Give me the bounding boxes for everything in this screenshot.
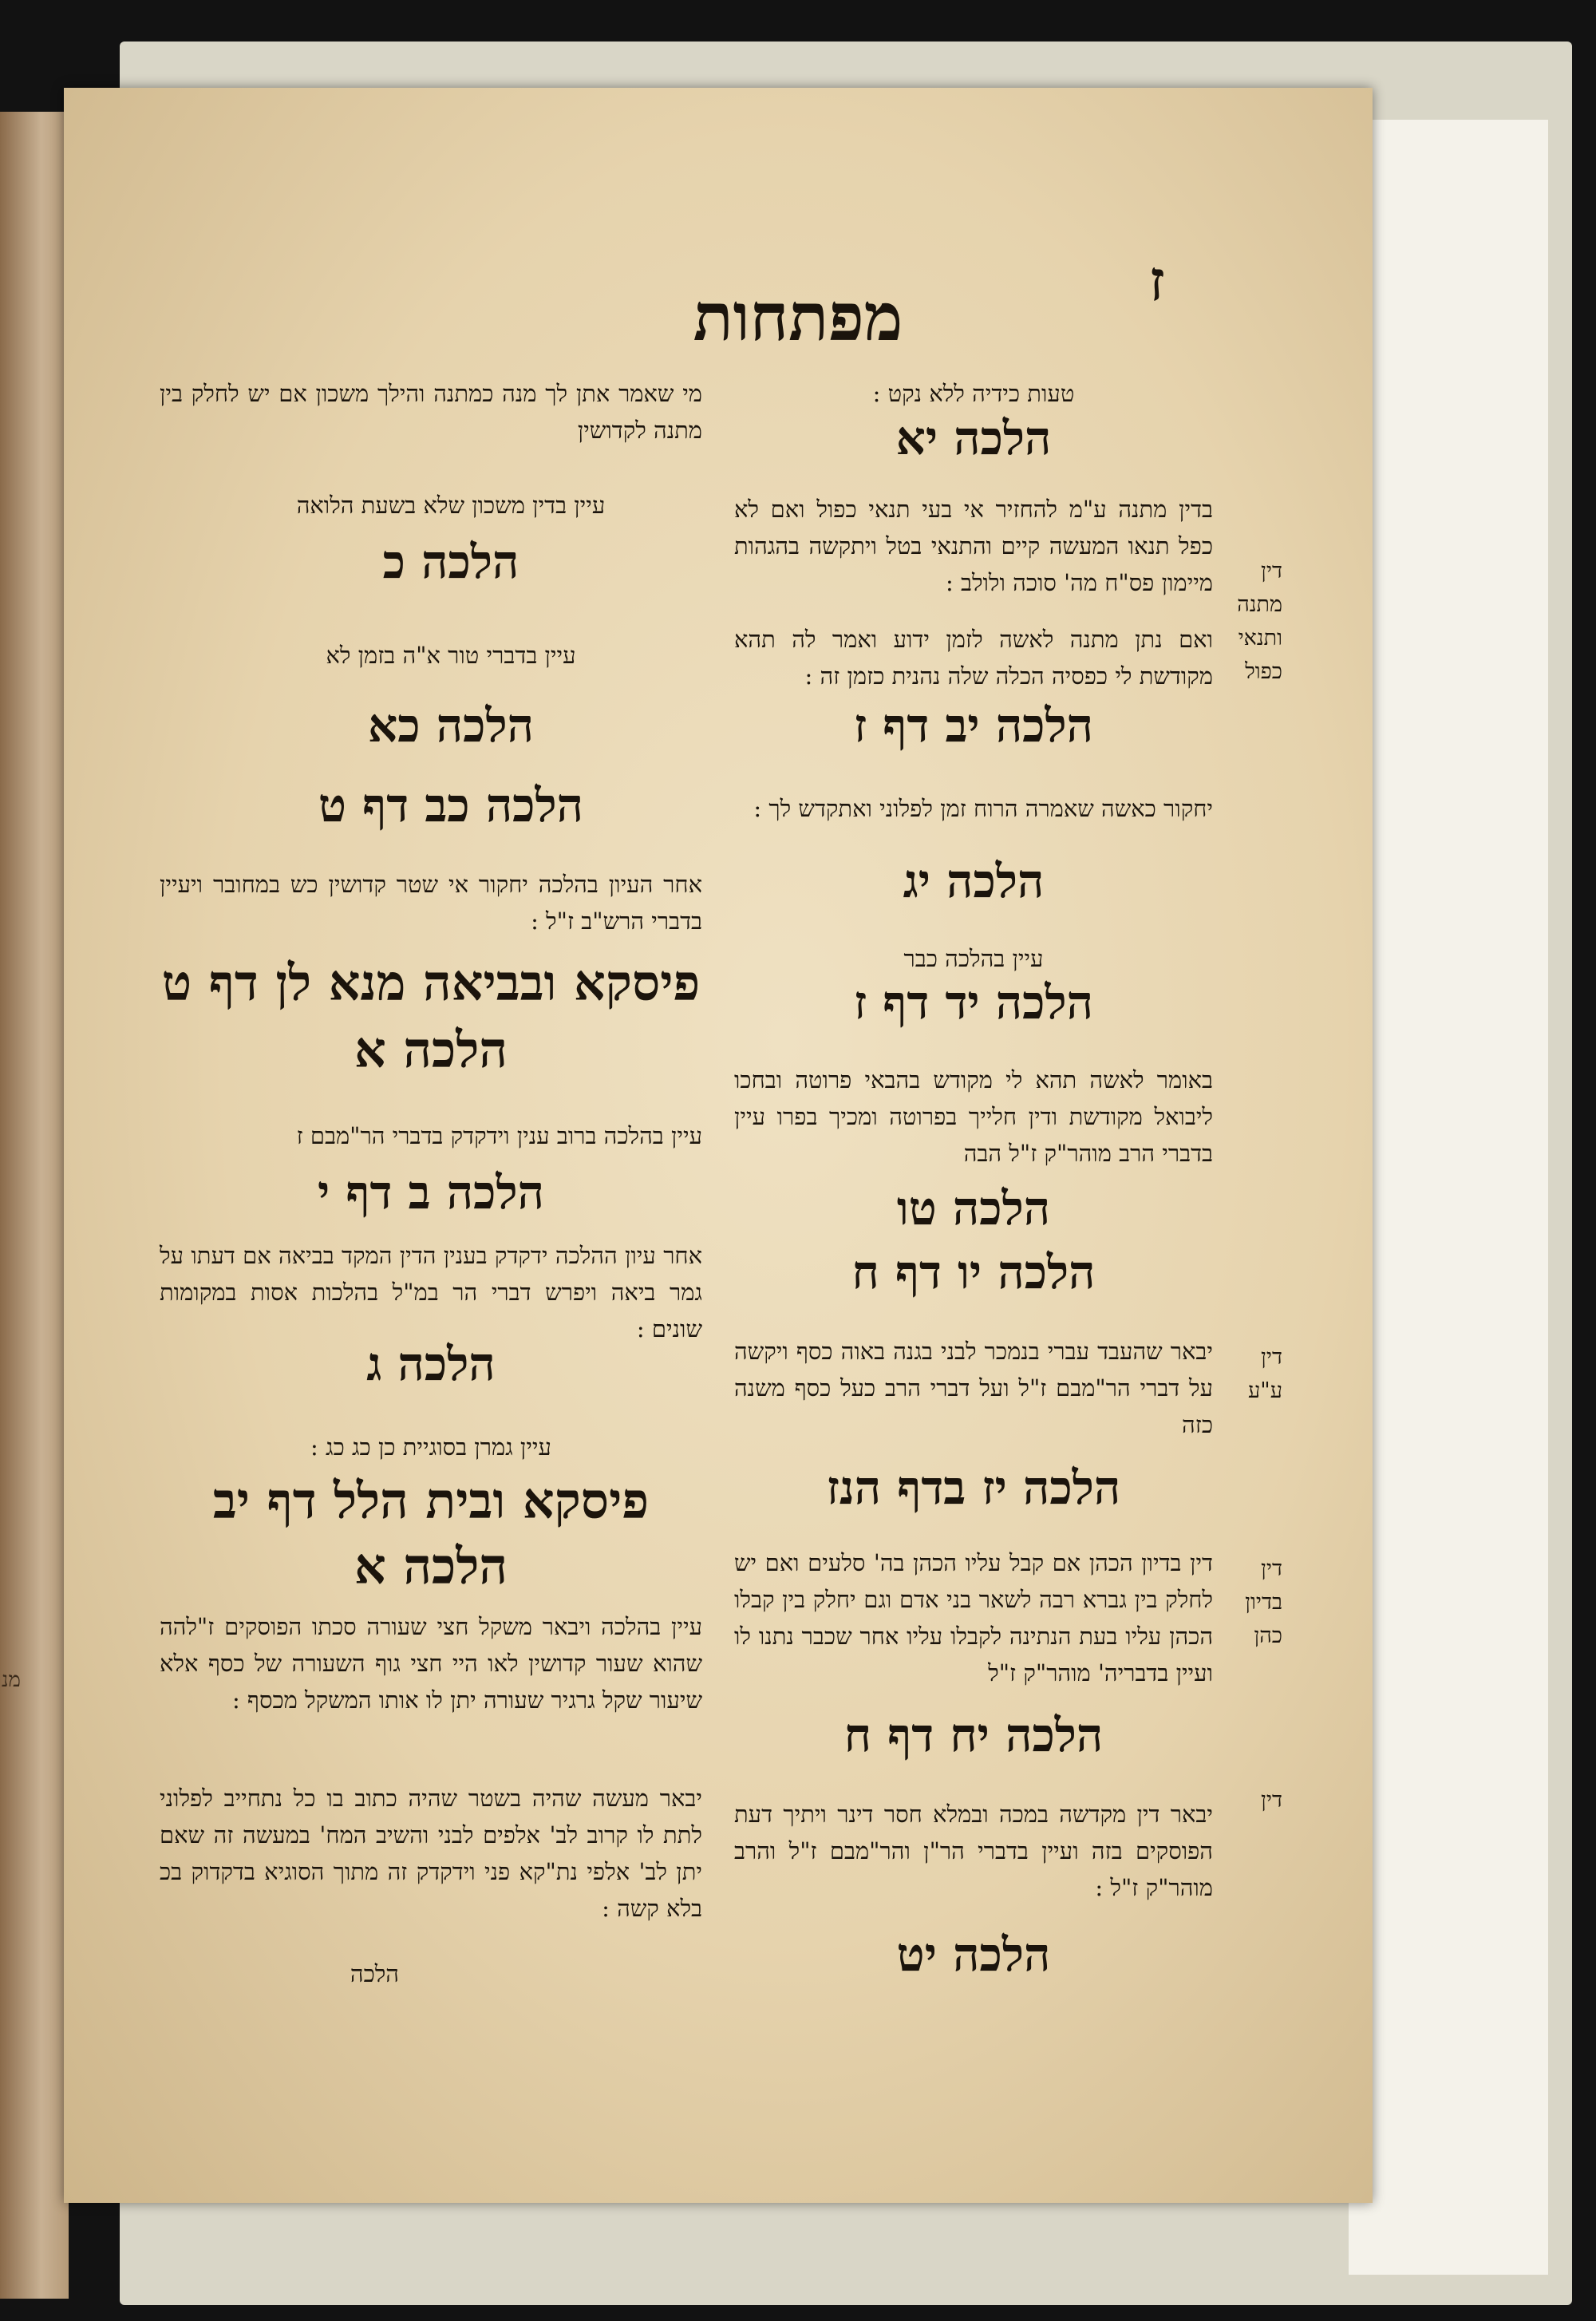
right-heading-7: הלכה יז בדף הנז [826, 1461, 1121, 1515]
page-title: מפתחות [693, 279, 903, 356]
left-para-8: עיין בהלכה ויבאר משקל חצי שעורה סכתו הפוסקים ז"להה שהוא שעור קדושין לאו היי חצי גוף השעורה של כסף אלא שיעור שקל גרגיר שעורה יתן לו אותו המשקל מכסף : [160, 1613, 702, 1714]
left-heading-3: הלכה כב דף ט [318, 778, 584, 832]
left-para-4: אחר העיון בהלכה יחקור אי שטר קדושין כש במחובר ויעיין בדברי הרש"ב ז"ל : [160, 871, 702, 935]
margin-note-4: דין [1261, 1788, 1282, 1813]
left-para-5: עיין בהלכה ברוב ענין וידקדק בדברי הר"מבם ז [296, 1122, 702, 1149]
left-para-2: עיין בדין משכון שלא בשעת הלואה [296, 492, 606, 519]
right-para-1: טעות כידיה ללא נקט : [872, 380, 1075, 407]
right-heading-2: הלכה יב דף ז [853, 698, 1094, 753]
left-heading-6: הלכה ג [366, 1337, 496, 1391]
right-heading-1: הלכה יא [895, 411, 1052, 465]
right-para-5: עיין בהלכה כבר [903, 945, 1044, 972]
right-para-3: ואם נתן מתנה לאשה לזמן ידוע ואמר לה תהא מקודשת לי כפסיה הכלה שלה נהנית כזמן זה : [734, 626, 1213, 690]
left-para-9: יבאר מעשה שהיה בשטר שהיה כתוב בו כל נתחייב לפלוני לתת לו קרוב לב' אלפים לבני והשיב המח' במעשה זה שאם יתן לב' אלפי נת"קא פני וידקדק זה מתוך הסוגיא בדקדוק בכ בלא קשה : [160, 1785, 703, 1922]
margin-note-2: דין ע"ע [1248, 1345, 1282, 1403]
right-para-2: בדין מתנה ע"מ להחזיר אי בעי תנאי כפול ואם לא כפל תנאו המעשה קיים והתנאי בטל ויתקשה בהגהות מיימון פס"ח מה' סוכה ולולב : [734, 496, 1213, 596]
left-heading-2: הלכה כא [368, 698, 534, 753]
right-heading-5: הלכה טו [896, 1181, 1051, 1236]
right-para-8: דין בדיון הכהן אם קבל עליו הכהן בה' סלעים ואם יש לחלק בין גברא רבה לשאר בני אדם וגם יחלק בין קבלו הכהן עליו בעת הנתינה לקבלו עליו אחר שכבר נתנו לו ועיין בדבריה' מוהר"ק ז"ל [734, 1549, 1213, 1686]
left-heading-4: פיסקא ובביאה מנא לן דף ט הלכה א [161, 954, 701, 1079]
right-para-6: באומר לאשה תהא לי מקודש בהבאי פרוטה ובחכו ליבואל מקודשת ודין חלייך בפרוטה ומכיך בפרו עיין בדברי הרב מוהר"ק ז"ל הבה [734, 1066, 1213, 1167]
left-para-7: עיין גמרן בסוגיית כן כג כג : [310, 1433, 551, 1461]
right-heading-9: הלכה יט [896, 1928, 1051, 1982]
left-heading-1: הלכה כ [382, 535, 519, 589]
right-heading-3: הלכה יג [903, 854, 1045, 908]
right-heading-6: הלכה יו דף ח [851, 1245, 1096, 1299]
right-para-7: יבאר שהעבד עברי בנמכר לבני בגנה באוה כסף ויקשה על דברי הר"מבם ז"ל ועל דברי הרב כעל כסף משנה כזה [734, 1338, 1213, 1438]
margin-note-3: דין בדיון כהן [1245, 1556, 1282, 1648]
right-heading-8: הלכה יח דף ח [843, 1708, 1104, 1762]
right-para-4: יחקור כאשה שאמרה הרוח זמן לפלוני ואתקדש לך : [753, 795, 1213, 822]
left-para-3: עיין בדברי טור א"ה בזמן לא [326, 642, 576, 669]
left-heading-7: פיסקא ובית הלל דף יב הלכה א [212, 1472, 650, 1595]
left-heading-5: הלכה ב דף י [318, 1165, 544, 1220]
catchword: הלכה [350, 1960, 399, 1987]
right-heading-4: הלכה יד דף ז [854, 975, 1093, 1030]
right-para-9: יבאר דין מקדשה במכה ובמלא חסר דינר ויתיך דעת הפוסקים בזה ועיין בדברי הר"ן והר"מבם ז"ל והרב מוהר"ק ז"ל : [734, 1801, 1213, 1901]
margin-note-1: דין מתנה ותנאי כפול [1237, 559, 1282, 684]
signature-mark: ז [1149, 247, 1165, 314]
left-para-6: אחר עיון ההלכה ידקדק בענין הדין המקד בביאה אם דעתו על גמר ביאה ויפרש דברי הר במ"ל בהלכות אסות במקומות שונים : [160, 1242, 702, 1342]
left-para-1: מי שאמר אתן לך מנה כמתנה והילך משכון אם יש לחלק בין מתנה לקדושין [160, 380, 702, 444]
spine-text: מנ [2, 1668, 21, 1692]
flyleaf [1349, 120, 1548, 2275]
manuscript-page [64, 88, 1373, 2203]
book-spine [0, 112, 69, 2299]
